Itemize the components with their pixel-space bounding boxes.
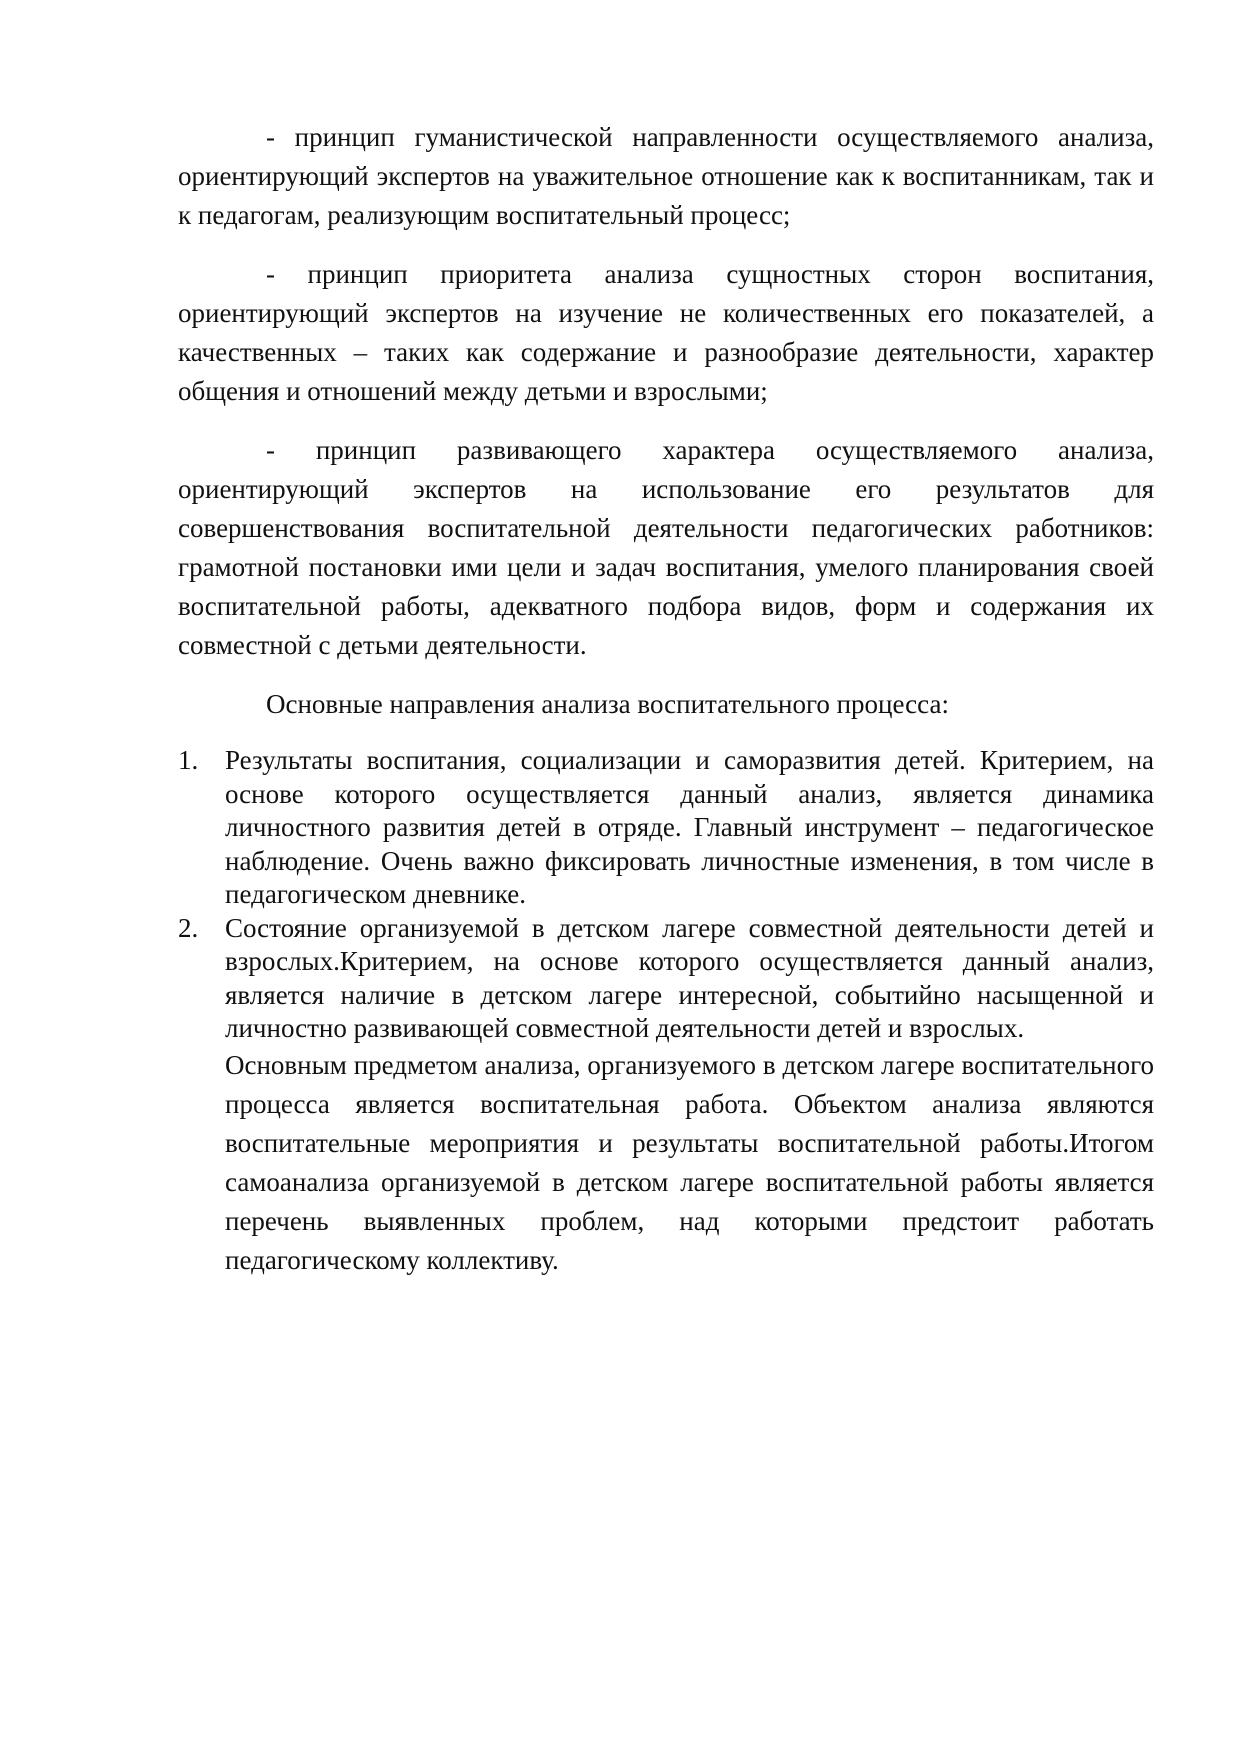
principle-developmental: - принцип развивающего характера осуществляемого анализа, ориентирующий экспертов на использование его результатов для совершенствования воспитательной деятельности педагогических работников: грамотной постановки ими цели и задач воспитания, умелого планирования своей воспитательной работы, адекватного подбора видов, форм и содержания их совместной с детьми деятельности.	[178, 435, 1154, 660]
list-item	[178, 912, 1154, 1280]
directions-heading: Основные направления анализа воспитательного процесса:	[266, 689, 949, 719]
list-item-text: Результаты воспитания, социализации и саморазвития детей. Критерием, на основе которого осуществляется данный анализ, является динамика личностного развития детей в отряде. Главный инструмент – педагогическое наблюдение. Очень важно фиксировать личностные изменения, в том числе в педагогическом дневнике.	[225, 745, 1154, 909]
principle-priority: - принцип приоритета анализа сущностных сторон воспитания, ориентирующий экспертов на изучение не количественных его показателей, а качественных – таких как содержание и разнообразие деятельности, характер общения и отношений между детьми и взрослыми;	[178, 259, 1154, 406]
list-item-number: 2.	[178, 912, 199, 943]
list-item-text: Состояние организуемой в детском лагере совместной деятельности детей и взрослых.Критерием, на основе которого осуществляется данный анализ, является наличие в детском лагере интересной, событийно насыщенной и личностно развивающей совместной деятельности детей и взрослых.	[225, 912, 1154, 1043]
principle-humanistic: - принцип гуманистической направленности осуществляемого анализа, ориентирующий экспертов на уважительное отношение как к воспитанникам, так и к педагогам, реализующим воспитательный процесс;	[178, 122, 1154, 230]
document-page	[178, 118, 1154, 1280]
analysis-subject-paragraph: Основным предметом анализа, организуемого в детском лагере воспитательного процесса является воспитательная работа. Объектом анализа являются воспитательные мероприятия и результаты воспитательной работы.Итогом самоанализа организуемой в детском лагере воспитательной работы является перечень выявленных проблем, над которыми предстоит работать педагогическому коллективу.	[225, 1049, 1154, 1275]
list-item-number: 1.	[178, 745, 199, 775]
list-item	[178, 744, 1154, 912]
directions-list	[178, 744, 1154, 1280]
